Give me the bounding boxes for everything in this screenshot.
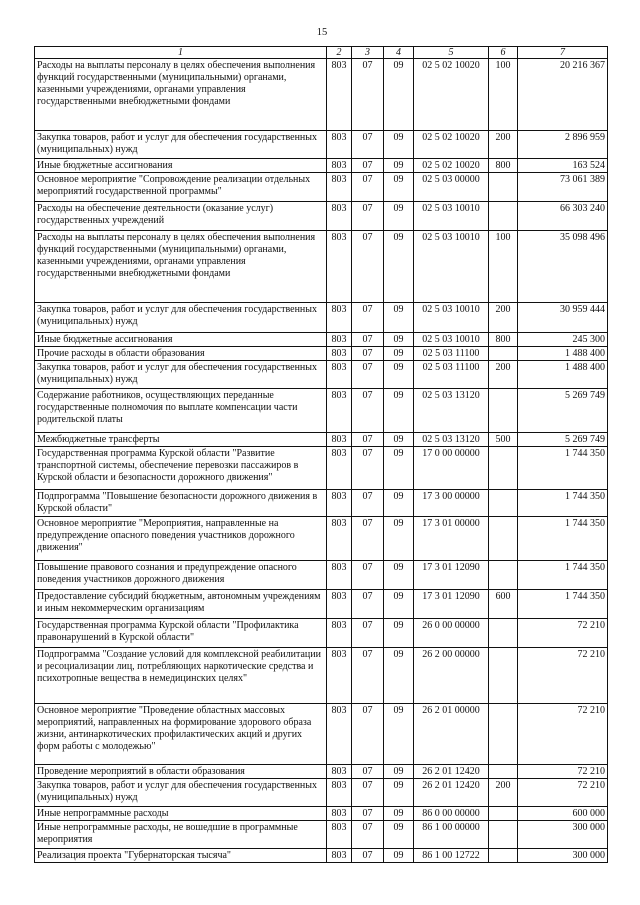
subsection-cell: 09: [384, 433, 414, 447]
description-cell: Расходы на выплаты персоналу в целях обеспечения выполнения функций государственными (муниципальными) органами, казенными учреждениями, органами управления государственными внебюджетными фондами: [35, 231, 327, 303]
column-number-header: 5: [414, 47, 489, 59]
target-article-cell: 02 5 03 00000: [414, 173, 489, 202]
description-cell: Иные бюджетные ассигнования: [35, 333, 327, 347]
expense-type-cell: 200: [489, 303, 518, 333]
amount-cell: 600 000: [518, 807, 608, 821]
target-article-cell: 02 5 03 10010: [414, 333, 489, 347]
table-row: [35, 59, 608, 131]
column-number-header: 3: [352, 47, 384, 59]
amount-cell: 66 303 240: [518, 202, 608, 231]
department-code-cell: 803: [327, 59, 352, 131]
amount-cell: 72 210: [518, 619, 608, 648]
table-row: [35, 173, 608, 202]
department-code-cell: 803: [327, 303, 352, 333]
table-row: [35, 433, 608, 447]
expense-type-cell: 600: [489, 590, 518, 619]
department-code-cell: 803: [327, 849, 352, 863]
target-article-cell: 86 0 00 00000: [414, 807, 489, 821]
section-cell: 07: [352, 59, 384, 131]
section-cell: 07: [352, 131, 384, 159]
expense-type-cell: 200: [489, 779, 518, 807]
subsection-cell: 09: [384, 765, 414, 779]
table-row: [35, 704, 608, 765]
target-article-cell: 02 5 03 13120: [414, 389, 489, 433]
description-cell: Подпрограмма "Создание условий для комплексной реабилитации и ресоциализации лиц, потребляющих наркотические средства и психотропные вещества в немедицинских целях": [35, 648, 327, 704]
target-article-cell: 02 5 02 10020: [414, 131, 489, 159]
amount-cell: 1 744 350: [518, 447, 608, 490]
expense-type-cell: [489, 619, 518, 648]
amount-cell: 245 300: [518, 333, 608, 347]
section-cell: 07: [352, 447, 384, 490]
amount-cell: 1 744 350: [518, 490, 608, 517]
target-article-cell: 17 3 01 12090: [414, 590, 489, 619]
page-number: 15: [316, 27, 328, 38]
section-cell: 07: [352, 303, 384, 333]
section-cell: 07: [352, 779, 384, 807]
amount-cell: 72 210: [518, 765, 608, 779]
department-code-cell: 803: [327, 561, 352, 590]
section-cell: 07: [352, 159, 384, 173]
subsection-cell: 09: [384, 447, 414, 490]
description-cell: Содержание работников, осуществляющих переданные государственные полномочия по выплате компенсации части родительской платы: [35, 389, 327, 433]
amount-cell: 35 098 496: [518, 231, 608, 303]
department-code-cell: 803: [327, 231, 352, 303]
amount-cell: 20 216 367: [518, 59, 608, 131]
table-row: [35, 202, 608, 231]
department-code-cell: 803: [327, 590, 352, 619]
table-row: [35, 561, 608, 590]
description-cell: Реализация проекта "Губернаторская тысяча": [35, 849, 327, 863]
department-code-cell: 803: [327, 347, 352, 361]
target-article-cell: 26 2 01 00000: [414, 704, 489, 765]
subsection-cell: 09: [384, 779, 414, 807]
section-cell: 07: [352, 807, 384, 821]
subsection-cell: 09: [384, 807, 414, 821]
subsection-cell: 09: [384, 131, 414, 159]
section-cell: 07: [352, 333, 384, 347]
amount-cell: 73 061 389: [518, 173, 608, 202]
target-article-cell: 17 3 01 00000: [414, 517, 489, 561]
description-cell: Предоставление субсидий бюджетным, автономным учреждениям и иным некоммерческим организациям: [35, 590, 327, 619]
section-cell: 07: [352, 517, 384, 561]
description-cell: Повышение правового сознания и предупреждение опасного поведения участников дорожного движения: [35, 561, 327, 590]
table-row: [35, 231, 608, 303]
department-code-cell: 803: [327, 821, 352, 849]
target-article-cell: 26 2 01 12420: [414, 779, 489, 807]
expense-type-cell: [489, 849, 518, 863]
description-cell: Закупка товаров, работ и услуг для обеспечения государственных (муниципальных) нужд: [35, 779, 327, 807]
target-article-cell: 26 2 00 00000: [414, 648, 489, 704]
expense-type-cell: [489, 347, 518, 361]
department-code-cell: 803: [327, 173, 352, 202]
subsection-cell: 09: [384, 590, 414, 619]
expense-type-cell: [489, 765, 518, 779]
section-cell: 07: [352, 490, 384, 517]
subsection-cell: 09: [384, 821, 414, 849]
table-row: [35, 303, 608, 333]
expense-type-cell: 100: [489, 231, 518, 303]
description-cell: Закупка товаров, работ и услуг для обеспечения государственных (муниципальных) нужд: [35, 303, 327, 333]
description-cell: Иные непрограммные расходы, не вошедшие в программные мероприятия: [35, 821, 327, 849]
expense-type-cell: [489, 447, 518, 490]
subsection-cell: 09: [384, 202, 414, 231]
table-row: [35, 347, 608, 361]
amount-cell: 1 744 350: [518, 517, 608, 561]
expense-type-cell: 100: [489, 59, 518, 131]
table-row: [35, 131, 608, 159]
amount-cell: 5 269 749: [518, 433, 608, 447]
section-cell: 07: [352, 389, 384, 433]
description-cell: Расходы на выплаты персоналу в целях обеспечения выполнения функций государственными (муниципальными) органами, казенными учреждениями, органами управления государственными внебюджетными фондами: [35, 59, 327, 131]
amount-cell: 72 210: [518, 704, 608, 765]
expense-type-cell: [489, 704, 518, 765]
amount-cell: 72 210: [518, 648, 608, 704]
department-code-cell: 803: [327, 490, 352, 517]
subsection-cell: 09: [384, 490, 414, 517]
column-number-header: 7: [518, 47, 608, 59]
section-cell: 07: [352, 821, 384, 849]
table-row: [35, 361, 608, 389]
target-article-cell: 02 5 03 13120: [414, 433, 489, 447]
description-cell: Государственная программа Курской области "Развитие транспортной системы, обеспечение перевозки пассажиров в Курской области и безопасности дорожного движения": [35, 447, 327, 490]
target-article-cell: 17 3 00 00000: [414, 490, 489, 517]
description-cell: Иные бюджетные ассигнования: [35, 159, 327, 173]
amount-cell: 2 896 959: [518, 131, 608, 159]
expense-type-cell: [489, 389, 518, 433]
column-number-header: 2: [327, 47, 352, 59]
target-article-cell: 02 5 03 11100: [414, 361, 489, 389]
amount-cell: 5 269 749: [518, 389, 608, 433]
amount-cell: 30 959 444: [518, 303, 608, 333]
section-cell: 07: [352, 590, 384, 619]
section-cell: 07: [352, 231, 384, 303]
section-cell: 07: [352, 202, 384, 231]
section-cell: 07: [352, 849, 384, 863]
section-cell: 07: [352, 361, 384, 389]
table-row: [35, 490, 608, 517]
description-cell: Основное мероприятие "Мероприятия, направленные на предупреждение опасного поведения участников дорожного движения": [35, 517, 327, 561]
table-row: [35, 447, 608, 490]
target-article-cell: 02 5 02 10020: [414, 59, 489, 131]
target-article-cell: 02 5 03 10010: [414, 303, 489, 333]
section-cell: 07: [352, 619, 384, 648]
section-cell: 07: [352, 561, 384, 590]
expense-type-cell: 800: [489, 159, 518, 173]
expense-type-cell: [489, 807, 518, 821]
department-code-cell: 803: [327, 648, 352, 704]
table-row: [35, 849, 608, 863]
section-cell: 07: [352, 648, 384, 704]
amount-cell: 1 488 400: [518, 361, 608, 389]
table-row: [35, 159, 608, 173]
table-row: [35, 807, 608, 821]
department-code-cell: 803: [327, 333, 352, 347]
department-code-cell: 803: [327, 159, 352, 173]
description-cell: Расходы на обеспечение деятельности (оказание услуг) государственных учреждений: [35, 202, 327, 231]
table-row: [35, 517, 608, 561]
target-article-cell: 02 5 03 11100: [414, 347, 489, 361]
table-header-row: [35, 47, 608, 59]
amount-cell: 1 744 350: [518, 590, 608, 619]
table-row: [35, 765, 608, 779]
description-cell: Закупка товаров, работ и услуг для обеспечения государственных (муниципальных) нужд: [35, 131, 327, 159]
table-row: [35, 821, 608, 849]
subsection-cell: 09: [384, 173, 414, 202]
amount-cell: 1 488 400: [518, 347, 608, 361]
subsection-cell: 09: [384, 231, 414, 303]
section-cell: 07: [352, 173, 384, 202]
table-body: [35, 59, 608, 863]
subsection-cell: 09: [384, 561, 414, 590]
table-row: [35, 619, 608, 648]
subsection-cell: 09: [384, 704, 414, 765]
description-cell: Межбюджетные трансферты: [35, 433, 327, 447]
expense-type-cell: [489, 173, 518, 202]
section-cell: 07: [352, 704, 384, 765]
section-cell: 07: [352, 433, 384, 447]
description-cell: Подпрограмма "Повышение безопасности дорожного движения в Курской области": [35, 490, 327, 517]
target-article-cell: 86 1 00 00000: [414, 821, 489, 849]
department-code-cell: 803: [327, 131, 352, 159]
department-code-cell: 803: [327, 447, 352, 490]
department-code-cell: 803: [327, 361, 352, 389]
target-article-cell: 02 5 03 10010: [414, 202, 489, 231]
target-article-cell: 26 0 00 00000: [414, 619, 489, 648]
section-cell: 07: [352, 765, 384, 779]
target-article-cell: 02 5 02 10020: [414, 159, 489, 173]
expense-type-cell: [489, 490, 518, 517]
expense-type-cell: [489, 821, 518, 849]
subsection-cell: 09: [384, 361, 414, 389]
department-code-cell: 803: [327, 517, 352, 561]
table-row: [35, 389, 608, 433]
column-number-header: 1: [35, 47, 327, 59]
description-cell: Основное мероприятие "Проведение областных массовых мероприятий, направленных на формирование здорового образа жизни, антинаркотических профилактических акций и других форм работы с молодежью": [35, 704, 327, 765]
department-code-cell: 803: [327, 389, 352, 433]
subsection-cell: 09: [384, 303, 414, 333]
table-row: [35, 648, 608, 704]
subsection-cell: 09: [384, 347, 414, 361]
target-article-cell: 02 5 03 10010: [414, 231, 489, 303]
expense-type-cell: 800: [489, 333, 518, 347]
subsection-cell: 09: [384, 333, 414, 347]
department-code-cell: 803: [327, 202, 352, 231]
description-cell: Основное мероприятие "Сопровождение реализации отдельных мероприятий государственной программы": [35, 173, 327, 202]
budget-table: [34, 46, 608, 863]
expense-type-cell: 200: [489, 361, 518, 389]
amount-cell: 300 000: [518, 849, 608, 863]
expense-type-cell: 200: [489, 131, 518, 159]
expense-type-cell: 500: [489, 433, 518, 447]
table-row: [35, 333, 608, 347]
target-article-cell: 17 0 00 00000: [414, 447, 489, 490]
subsection-cell: 09: [384, 389, 414, 433]
department-code-cell: 803: [327, 704, 352, 765]
target-article-cell: 86 1 00 12722: [414, 849, 489, 863]
column-number-header: 6: [489, 47, 518, 59]
table-row: [35, 590, 608, 619]
expense-type-cell: [489, 202, 518, 231]
expense-type-cell: [489, 561, 518, 590]
amount-cell: 300 000: [518, 821, 608, 849]
expense-type-cell: [489, 648, 518, 704]
table-row: [35, 779, 608, 807]
description-cell: Прочие расходы в области образования: [35, 347, 327, 361]
description-cell: Иные непрограммные расходы: [35, 807, 327, 821]
department-code-cell: 803: [327, 619, 352, 648]
amount-cell: 72 210: [518, 779, 608, 807]
column-number-header: 4: [384, 47, 414, 59]
department-code-cell: 803: [327, 807, 352, 821]
description-cell: Государственная программа Курской области "Профилактика правонарушений в Курской области": [35, 619, 327, 648]
subsection-cell: 09: [384, 159, 414, 173]
subsection-cell: 09: [384, 619, 414, 648]
expense-type-cell: [489, 517, 518, 561]
department-code-cell: 803: [327, 765, 352, 779]
department-code-cell: 803: [327, 433, 352, 447]
section-cell: 07: [352, 347, 384, 361]
target-article-cell: 17 3 01 12090: [414, 561, 489, 590]
subsection-cell: 09: [384, 59, 414, 131]
description-cell: Закупка товаров, работ и услуг для обеспечения государственных (муниципальных) нужд: [35, 361, 327, 389]
subsection-cell: 09: [384, 648, 414, 704]
amount-cell: 163 524: [518, 159, 608, 173]
target-article-cell: 26 2 01 12420: [414, 765, 489, 779]
subsection-cell: 09: [384, 517, 414, 561]
amount-cell: 1 744 350: [518, 561, 608, 590]
description-cell: Проведение мероприятий в области образования: [35, 765, 327, 779]
department-code-cell: 803: [327, 779, 352, 807]
subsection-cell: 09: [384, 849, 414, 863]
